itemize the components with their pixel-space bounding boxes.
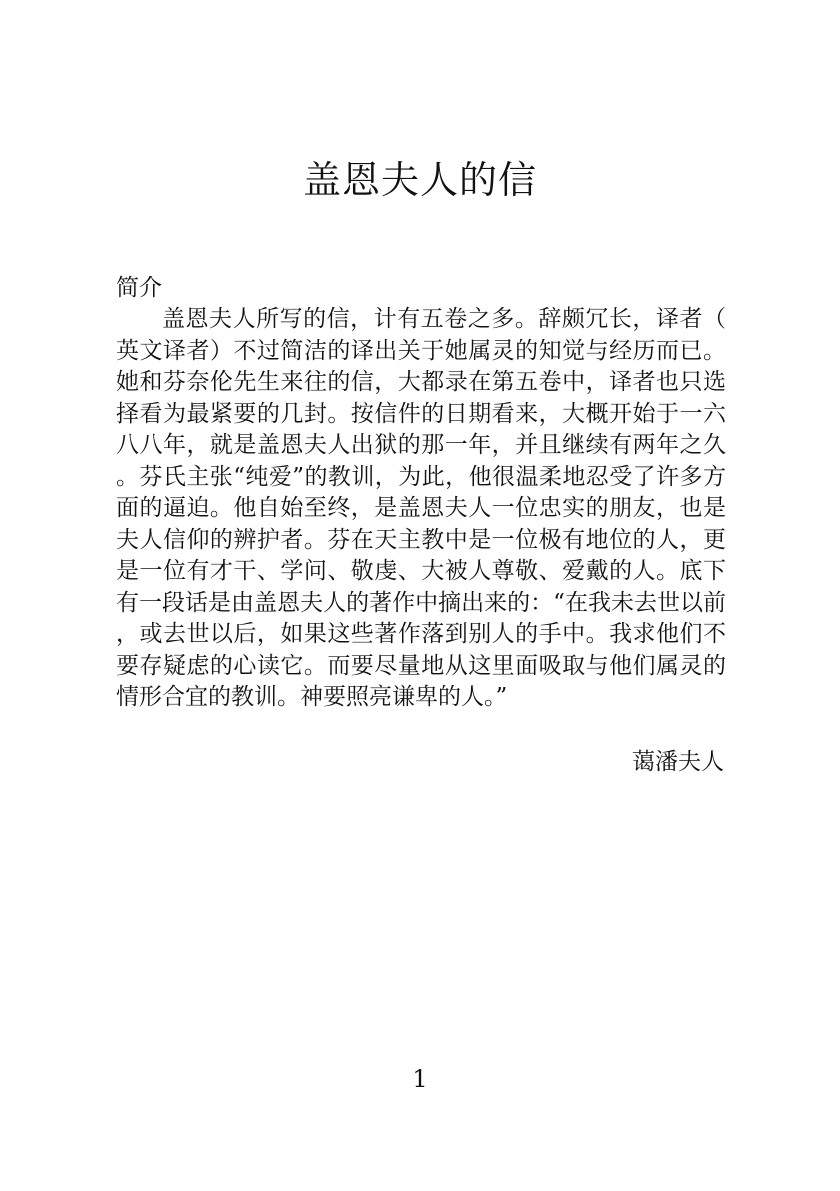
page-number: 1 [412,1065,428,1093]
signature: 蔼潘夫人 [632,749,724,775]
body-paragraph: 盖恩夫人所写的信，计有五卷之多。辞颇冗长，译者（英文译者）不过简洁的译出关于她属灵的知觉与经历而已。她和芬奈伦先生来往的信，大都录在第五卷中，译者也只选择看为最紧要的几封。按信件的日期看来，大概开始于一六八八年，就是盖恩夫人出狱的那一年，并且继续有两年之久。芬氏主张“纯爱”的教训，为此，他很温柔地忍受了许多方面的逼迫。他自始至终，是盖恩夫人一位忠实的朋友，也是夫人信仰的辨护者。芬在天主教中是一位极有地位的人，更是一位有才干、学问、敬虔、大被人尊敬、爱戴的人。底下有一段话是由盖恩夫人的著作中摘出来的：“在我未去世以前，或去世以后，如果这些著作落到别人的手中。我求他们不要存疑虑的心读它。而要尽量地从这里面吸取与他们属灵的情形合宜的教训。神要照亮谦卑的人。” [116,306,726,710]
section-heading: 简介 [116,275,162,301]
page-title: 盖恩夫人的信 [302,158,537,202]
